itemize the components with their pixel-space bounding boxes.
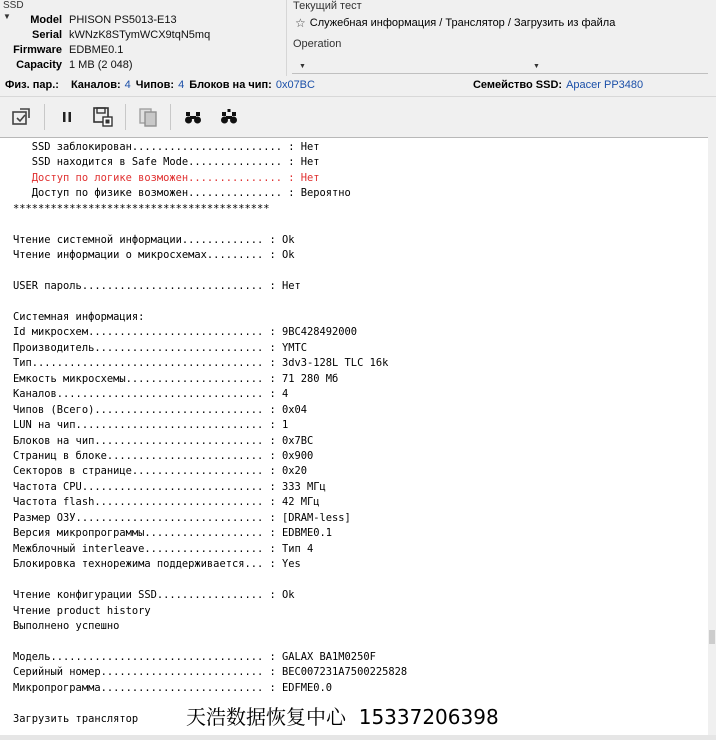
- vertical-scrollbar[interactable]: [708, 137, 716, 735]
- ssd-firmware-value: EDBME0.1: [69, 44, 124, 56]
- current-test-path: Служебная информация / Транслятор / Загрузить из файла: [309, 17, 616, 29]
- ssd-serial-label: Serial: [32, 29, 62, 41]
- current-test-path-row: [295, 16, 615, 30]
- toolbar: [0, 96, 716, 136]
- log-output[interactable]: [0, 137, 708, 735]
- log-line: Модель.................................. : GALAX BA1M0250F: [13, 650, 376, 663]
- ssd-model-row: [0, 14, 177, 28]
- log-line: Чтение конфигурации SSD................. : Ok: [13, 589, 295, 602]
- toolbar-separator: [170, 104, 171, 130]
- chips-label: Чипов:: [135, 79, 175, 91]
- log-line: Секторов в странице..................... : 0x20: [13, 465, 308, 478]
- log-line: Доступ по физике возможен............... : Вероятно: [13, 187, 351, 200]
- log-line: Блокировка технорежима поддерживается... : Yes: [13, 558, 301, 571]
- log-line: *****************************************: [13, 202, 270, 215]
- log-line: Тип..................................... : 3dv3-128L TLC 16k: [13, 357, 389, 370]
- ssd-family-value: Apacer PP3480: [566, 79, 644, 91]
- operation-label: Operation: [293, 38, 342, 50]
- operation-dropdown-arrow-icon[interactable]: ▼: [299, 63, 306, 70]
- log-line: Чтение системной информации............. : Ok: [13, 233, 295, 246]
- ssd-firmware-row: [0, 44, 123, 58]
- vertical-scrollbar-thumb[interactable]: [709, 630, 715, 644]
- log-line: USER пароль............................. : Нет: [13, 280, 301, 293]
- info-header: [0, 0, 716, 76]
- ssd-panel: [0, 0, 287, 76]
- log-line: Версия микропрограммы................... : EDBME0.1: [13, 527, 333, 540]
- channels-value: 4: [124, 79, 131, 91]
- log-line: Емкость микросхемы...................... : 71 280 Мб: [13, 372, 339, 385]
- ssd-capacity-label: Capacity: [16, 59, 62, 71]
- log-line: Доступ по логике возможен............... : Нет: [13, 171, 320, 184]
- operation-select[interactable]: [292, 56, 708, 74]
- log-line: Каналов................................. : 4: [13, 388, 289, 401]
- log-line: Частота CPU............................. : 333 МГц: [13, 480, 326, 493]
- log-line: SSD находится в Safe Mode............... : Нет: [13, 156, 320, 169]
- ssd-family-label: Семейство SSD:: [472, 79, 563, 91]
- log-line: Страниц в блоке......................... : 0x900: [13, 450, 314, 462]
- ssd-panel-title: SSD: [3, 0, 24, 11]
- ssd-model-value: PHISON PS5013-E13: [69, 14, 177, 26]
- log-line: Серийный номер.......................... : BEC007231A7500225828: [13, 666, 408, 679]
- log-line: Производитель........................... : YMTC: [13, 341, 308, 354]
- chips-value: 4: [178, 79, 185, 91]
- log-line: Микропрограмма.......................... : EDFME0.0: [13, 681, 333, 694]
- log-line: Блоков на чип........................... : 0x7BC: [13, 434, 314, 447]
- physical-params-bar: [0, 77, 716, 93]
- phys-params-label: Физ. пар.:: [5, 79, 59, 91]
- ssd-capacity-row: [0, 59, 133, 73]
- watermark-text: 天浩数据恢复中心 15337206398: [186, 705, 499, 729]
- find-next-icon[interactable]: [215, 103, 243, 131]
- pause-icon[interactable]: [53, 103, 81, 131]
- ssd-firmware-label: Firmware: [13, 44, 62, 56]
- blocks-per-chip-value: 0x07BC: [275, 79, 315, 91]
- log-line: Частота flash........................... : 42 МГц: [13, 496, 320, 509]
- log-line: Загрузить транслятор: [13, 712, 139, 725]
- log-line: Чтение информации о микросхемах......... : Ok: [13, 249, 295, 262]
- find-icon[interactable]: [179, 103, 207, 131]
- ssd-serial-value: kWNzK8STymWCX9tqN5mq: [69, 29, 211, 41]
- log-line: Межблочный interleave................... : Тип 4: [13, 542, 314, 555]
- log-line: Чтение product history: [13, 604, 151, 617]
- star-icon: ☆: [295, 16, 306, 30]
- current-test-panel: [290, 0, 716, 76]
- channels-label: Каналов:: [70, 79, 121, 91]
- copy-icon[interactable]: [134, 103, 162, 131]
- toolbar-separator: [125, 104, 126, 130]
- ssd-model-label: Model: [30, 14, 62, 26]
- horizontal-scrollbar[interactable]: [0, 735, 716, 740]
- log-line: Системная информация:: [13, 310, 145, 323]
- log-line: Выполнено успешно: [13, 619, 120, 632]
- blocks-per-chip-label: Блоков на чип:: [189, 79, 272, 91]
- stop-save-icon[interactable]: [89, 103, 117, 131]
- ssd-serial-row: [0, 29, 210, 43]
- log-line: Id микросхем............................ : 9BC428492000: [13, 326, 358, 339]
- log-line: Размер ОЗУ.............................. : [DRAM-less]: [13, 511, 351, 524]
- current-test-title: Текущий тест: [293, 0, 362, 12]
- toolbar-separator: [44, 104, 45, 130]
- operation-secondary-arrow-icon[interactable]: ▼: [533, 63, 540, 70]
- log-line: Чипов (Всего)........................... : 0x04: [13, 403, 308, 416]
- ssd-capacity-value: 1 MB (2 048): [69, 59, 133, 71]
- start-icon[interactable]: [8, 103, 36, 131]
- log-line: SSD заблокирован........................ : Нет: [13, 141, 320, 153]
- log-line: LUN на чип.............................. : 1: [13, 419, 289, 432]
- ssd-dropdown-arrow-icon[interactable]: ▼: [3, 12, 11, 21]
